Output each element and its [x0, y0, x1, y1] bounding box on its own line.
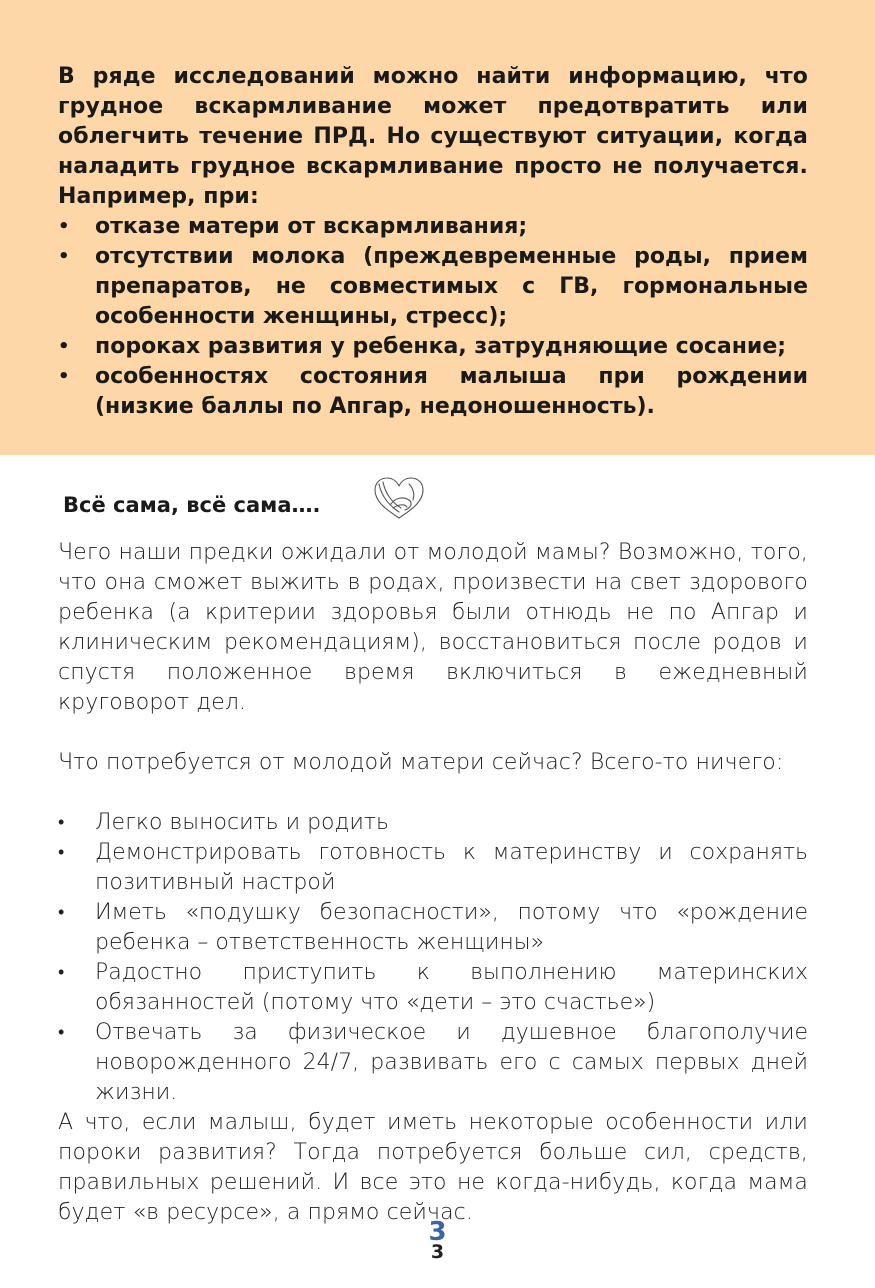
section-paragraph-1: Чего наши предки ожидали от молодой мамы? Возможно, того, что она сможет выжить в родах, произвести на свет здорового ребенка (а критерии здоровья были отнюдь не по Апгар и клиническим рекомендациям), восстановиться после родов и спустя положенное время включиться в ежедневный круговорот дел. [58, 540, 808, 715]
list-item: • пороках развития у ребенка, затрудняющие сосание; [58, 332, 808, 362]
list-item: • Демонстрировать готовность к материнству и сохранять позитивный настрой [58, 838, 808, 898]
page-number: 3 [428, 1217, 447, 1247]
list-item: • Легко выносить и родить [58, 808, 808, 838]
section-paragraph-3: А что, если малыш, будет иметь некоторые особенности или пороки развития? Тогда потребуется больше сил, средств, правильных решений. И все это не когда-нибудь, когда мама будет «в ресурсе», а прямо сейчас. [58, 1110, 808, 1225]
page-number-small: 3 [430, 1241, 445, 1263]
requirements-list [58, 808, 808, 1108]
section-paragraph-2: Что потребуется от молодой матери сейчас? Всего-то ничего: [58, 750, 784, 775]
intro-list [58, 212, 808, 422]
list-item: • особенностях состояния малыша при рождении (низкие баллы по Апгар, недоношенность). [58, 362, 808, 422]
list-item: • отсутствии молока (преждевременные роды, прием препаратов, не совместимых с ГВ, гормональные особенности женщины, стресс); [58, 242, 808, 332]
intro-paragraph: В ряде исследований можно найти информацию, что грудное вскармливание может предотвратить или облегчить течение ПРД. Но существуют ситуации, когда наладить грудное вскармливание просто не получается. Например, при: [58, 64, 808, 209]
list-item: • Иметь «подушку безопасности», потому что «рождение ребенка – ответственность женщины» [58, 898, 808, 958]
list-item: • Радостно приступить к выполнению материнских обязанностей (потому что «дети – это счастье») [58, 958, 808, 1018]
list-item: • отказе матери от вскармливания; [58, 212, 808, 242]
list-item: • Отвечать за физическое и душевное благополучие новорожденного 24/7, развивать его с самых первых дней жизни. [58, 1018, 808, 1108]
heart-hands-icon [369, 474, 429, 522]
section-heading: Всё сама, всё сама…. [63, 493, 321, 517]
